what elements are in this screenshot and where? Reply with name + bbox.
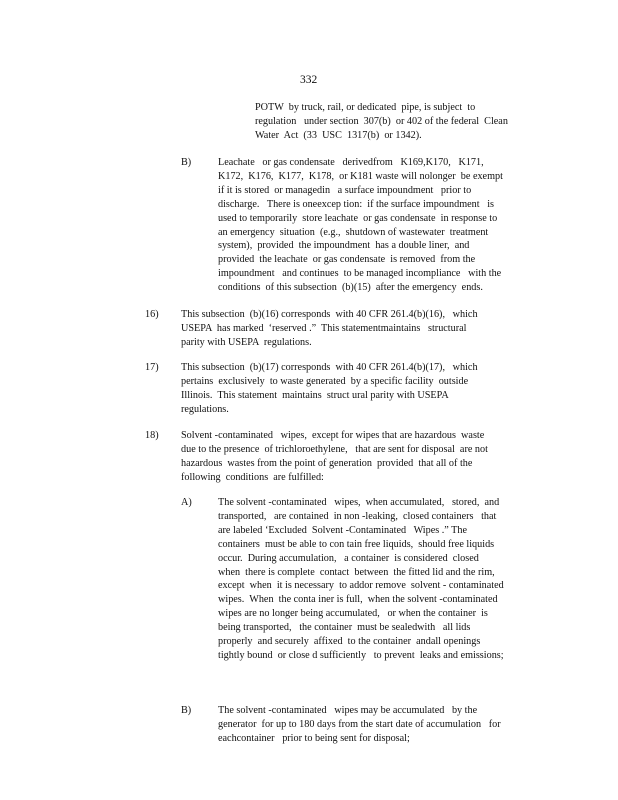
text-line: provided the leachate or gas condensate is removed from the bbox=[218, 254, 476, 266]
text-line: Solvent -contaminated wipes, except for wipes that are hazardous waste bbox=[181, 430, 485, 441]
text-line: USEPA has marked ‘reserved .” This statementmaintains structural bbox=[181, 322, 467, 334]
text-line: impoundment and continues to be managed incompliance with the bbox=[218, 268, 502, 280]
text-line: system), provided the impoundment has a double liner, and bbox=[218, 240, 470, 252]
text-line: discharge. There is oneexcep tion: if the surface impoundment is bbox=[218, 198, 495, 210]
item-17-paragraph bbox=[181, 361, 516, 417]
text-line: if it is stored or managedin a surface impoundment prior to bbox=[218, 184, 472, 196]
item-18-paragraph bbox=[181, 429, 546, 485]
text-line: tightly bound or close d sufficiently to prevent leaks and emissions; bbox=[218, 649, 504, 661]
item-b-leachate-paragraph bbox=[218, 156, 538, 295]
text-line: generator for up to 180 days from the start date of accumulation for bbox=[218, 718, 501, 730]
text-line: Water Act (33 USC 1317(b) or 1342). bbox=[255, 129, 422, 141]
text-line: due to the presence of trichloroethylene, that are sent for disposal are not bbox=[181, 443, 488, 455]
text-line: This subsection (b)(16) corresponds with 40 CFR 261.4(b)(16), which bbox=[181, 309, 478, 320]
text-line: The solvent -contaminated wipes, when accumulated, stored, and bbox=[218, 497, 500, 508]
text-line: regulation under section 307(b) or 402 of the federal Clean bbox=[255, 115, 508, 127]
text-line: used to temporarily store leachate or gas condensate in response to bbox=[218, 212, 498, 224]
text-line: regulations. bbox=[181, 403, 229, 415]
text-line: Illinois. This statement maintains struct ural parity with USEPA bbox=[181, 389, 449, 401]
text-line: transported, are contained in non -leaking, closed containers that bbox=[218, 510, 497, 522]
text-line: parity with USEPA regulations. bbox=[181, 336, 312, 348]
text-line: This subsection (b)(17) corresponds with 40 CFR 261.4(b)(17), which bbox=[181, 362, 478, 373]
item-16-paragraph bbox=[181, 308, 516, 350]
text-line: containers must be able to con tain free liquids, should free liquids bbox=[218, 538, 495, 550]
text-line: except when it is necessary to addor remove solvent - contaminated bbox=[218, 580, 504, 592]
text-line: wipes. When the conta iner is full, when the solvent -contaminated bbox=[218, 594, 498, 606]
text-line: wipes are no longer being accumulated, or when the container is bbox=[218, 608, 488, 620]
text-line: pertains exclusively to waste generated by a specific facility outside bbox=[181, 375, 469, 387]
item-17-marker: 17) bbox=[145, 362, 159, 373]
item-b-marker: B) bbox=[181, 157, 192, 168]
text-line: occur. During accumulation, a container is considered closed bbox=[218, 552, 479, 564]
item-18a-paragraph bbox=[218, 496, 533, 663]
text-line: POTW by truck, rail, or dedicated pipe, is subject to bbox=[255, 102, 476, 113]
page-number: 332 bbox=[300, 74, 318, 86]
text-line: The solvent -contaminated wipes may be accumulated by the bbox=[218, 705, 478, 716]
item-18-marker: 18) bbox=[145, 430, 159, 441]
text-line: hazardous wastes from the point of generation provided that all of the bbox=[181, 457, 473, 469]
item-18b-marker: B) bbox=[181, 705, 192, 716]
item-18b-paragraph bbox=[218, 704, 543, 746]
text-line: when there is complete contact between the fitted lid and the rim, bbox=[218, 566, 495, 578]
text-line: being transported, the container must be sealedwith all lids bbox=[218, 622, 471, 634]
item-16-marker: 16) bbox=[145, 309, 159, 320]
continuation-paragraph bbox=[255, 101, 515, 143]
text-line: conditions of this subsection (b)(15) after the emergency ends. bbox=[218, 282, 483, 294]
text-line: Leachate or gas condensate derivedfrom K169,K170, K171, bbox=[218, 157, 484, 168]
text-line: following conditions are fulfilled: bbox=[181, 471, 324, 483]
text-line: an emergency situation (e.g., shutdown of wastewater treatment bbox=[218, 226, 489, 238]
item-18a-marker: A) bbox=[181, 497, 192, 508]
text-line: properly and securely affixed to the container andall openings bbox=[218, 636, 481, 648]
text-line: K172, K176, K177, K178, or K181 waste will nolonger be exempt bbox=[218, 170, 503, 182]
text-line: eachcontainer prior to being sent for disposal; bbox=[218, 732, 410, 744]
text-line: are labeled ‘Excluded Solvent -Contaminated Wipes .” The bbox=[218, 524, 468, 536]
